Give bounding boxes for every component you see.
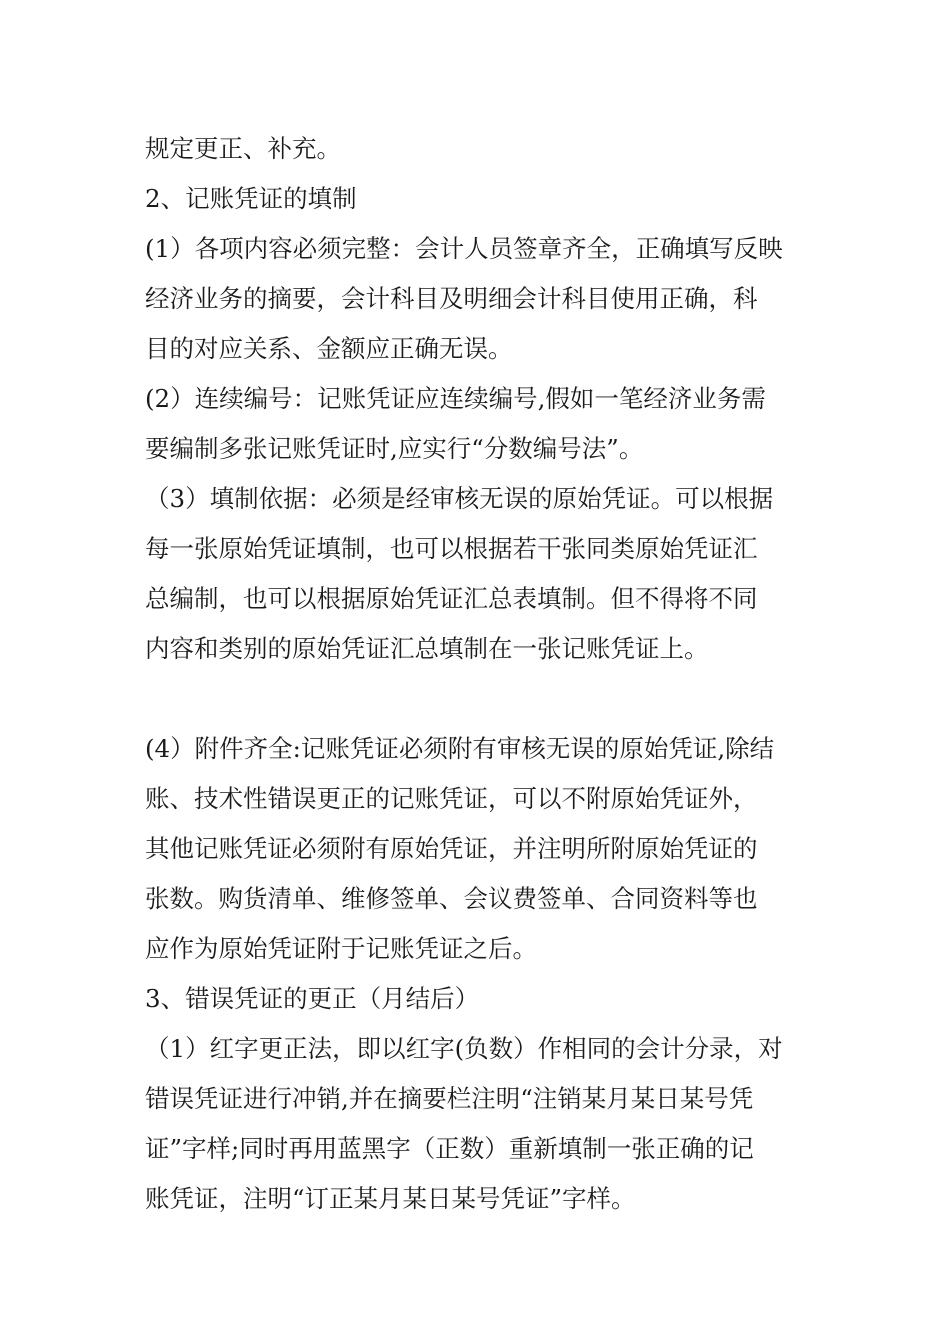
text-line: 证”字样;同时再用蓝黑字（正数）重新填制一张正确的记 (145, 1134, 754, 1163)
text-line: 账凭证，注明“订正某月某日某号凭证”字样。 (145, 1184, 636, 1213)
section-heading: 3、错误凭证的更正（月结后） (145, 984, 480, 1013)
text-line: (1）各项内容必须完整：会计人员签章齐全，正确填写反映 (145, 234, 783, 263)
section-heading: 2、记账凭证的填制 (145, 184, 357, 213)
text-line: 张数。购货清单、维修签单、会议费签单、合同资料等也 (145, 884, 758, 913)
text-line: （1）红字更正法，即以红字(负数）作相同的会计分录，对 (145, 1034, 783, 1063)
text-line: (4）附件齐全:记账凭证必须附有审核无误的原始凭证,除结 (145, 734, 775, 763)
text-line: 每一张原始凭证填制，也可以根据若干张同类原始凭证汇 (145, 534, 758, 563)
paragraph-gap (145, 674, 810, 724)
text-line: 规定更正、补充。 (145, 134, 341, 163)
text-line: 应作为原始凭证附于记账凭证之后。 (145, 934, 537, 963)
document-body (145, 124, 810, 1224)
text-line: 账、技术性错误更正的记账凭证，可以不附原始凭证外， (145, 784, 758, 813)
text-line: 经济业务的摘要，会计科目及明细会计科目使用正确，科 (145, 284, 758, 313)
text-line: 总编制，也可以根据原始凭证汇总表填制。但不得将不同 (145, 584, 758, 613)
text-line: 内容和类别的原始凭证汇总填制在一张记账凭证上。 (145, 634, 709, 663)
text-line: 目的对应关系、金额应正确无误。 (145, 334, 513, 363)
text-line: 错误凭证进行冲销,并在摘要栏注明“注销某月某日某号凭 (145, 1084, 754, 1113)
text-line: 要编制多张记账凭证时,应实行“分数编号法”。 (145, 434, 644, 463)
text-line: 其他记账凭证必须附有原始凭证，并注明所附原始凭证的 (145, 834, 758, 863)
text-line: (2）连续编号：记账凭证应连续编号,假如一笔经济业务需 (145, 384, 766, 413)
text-line: （3）填制依据：必须是经审核无误的原始凭证。可以根据 (145, 484, 774, 513)
